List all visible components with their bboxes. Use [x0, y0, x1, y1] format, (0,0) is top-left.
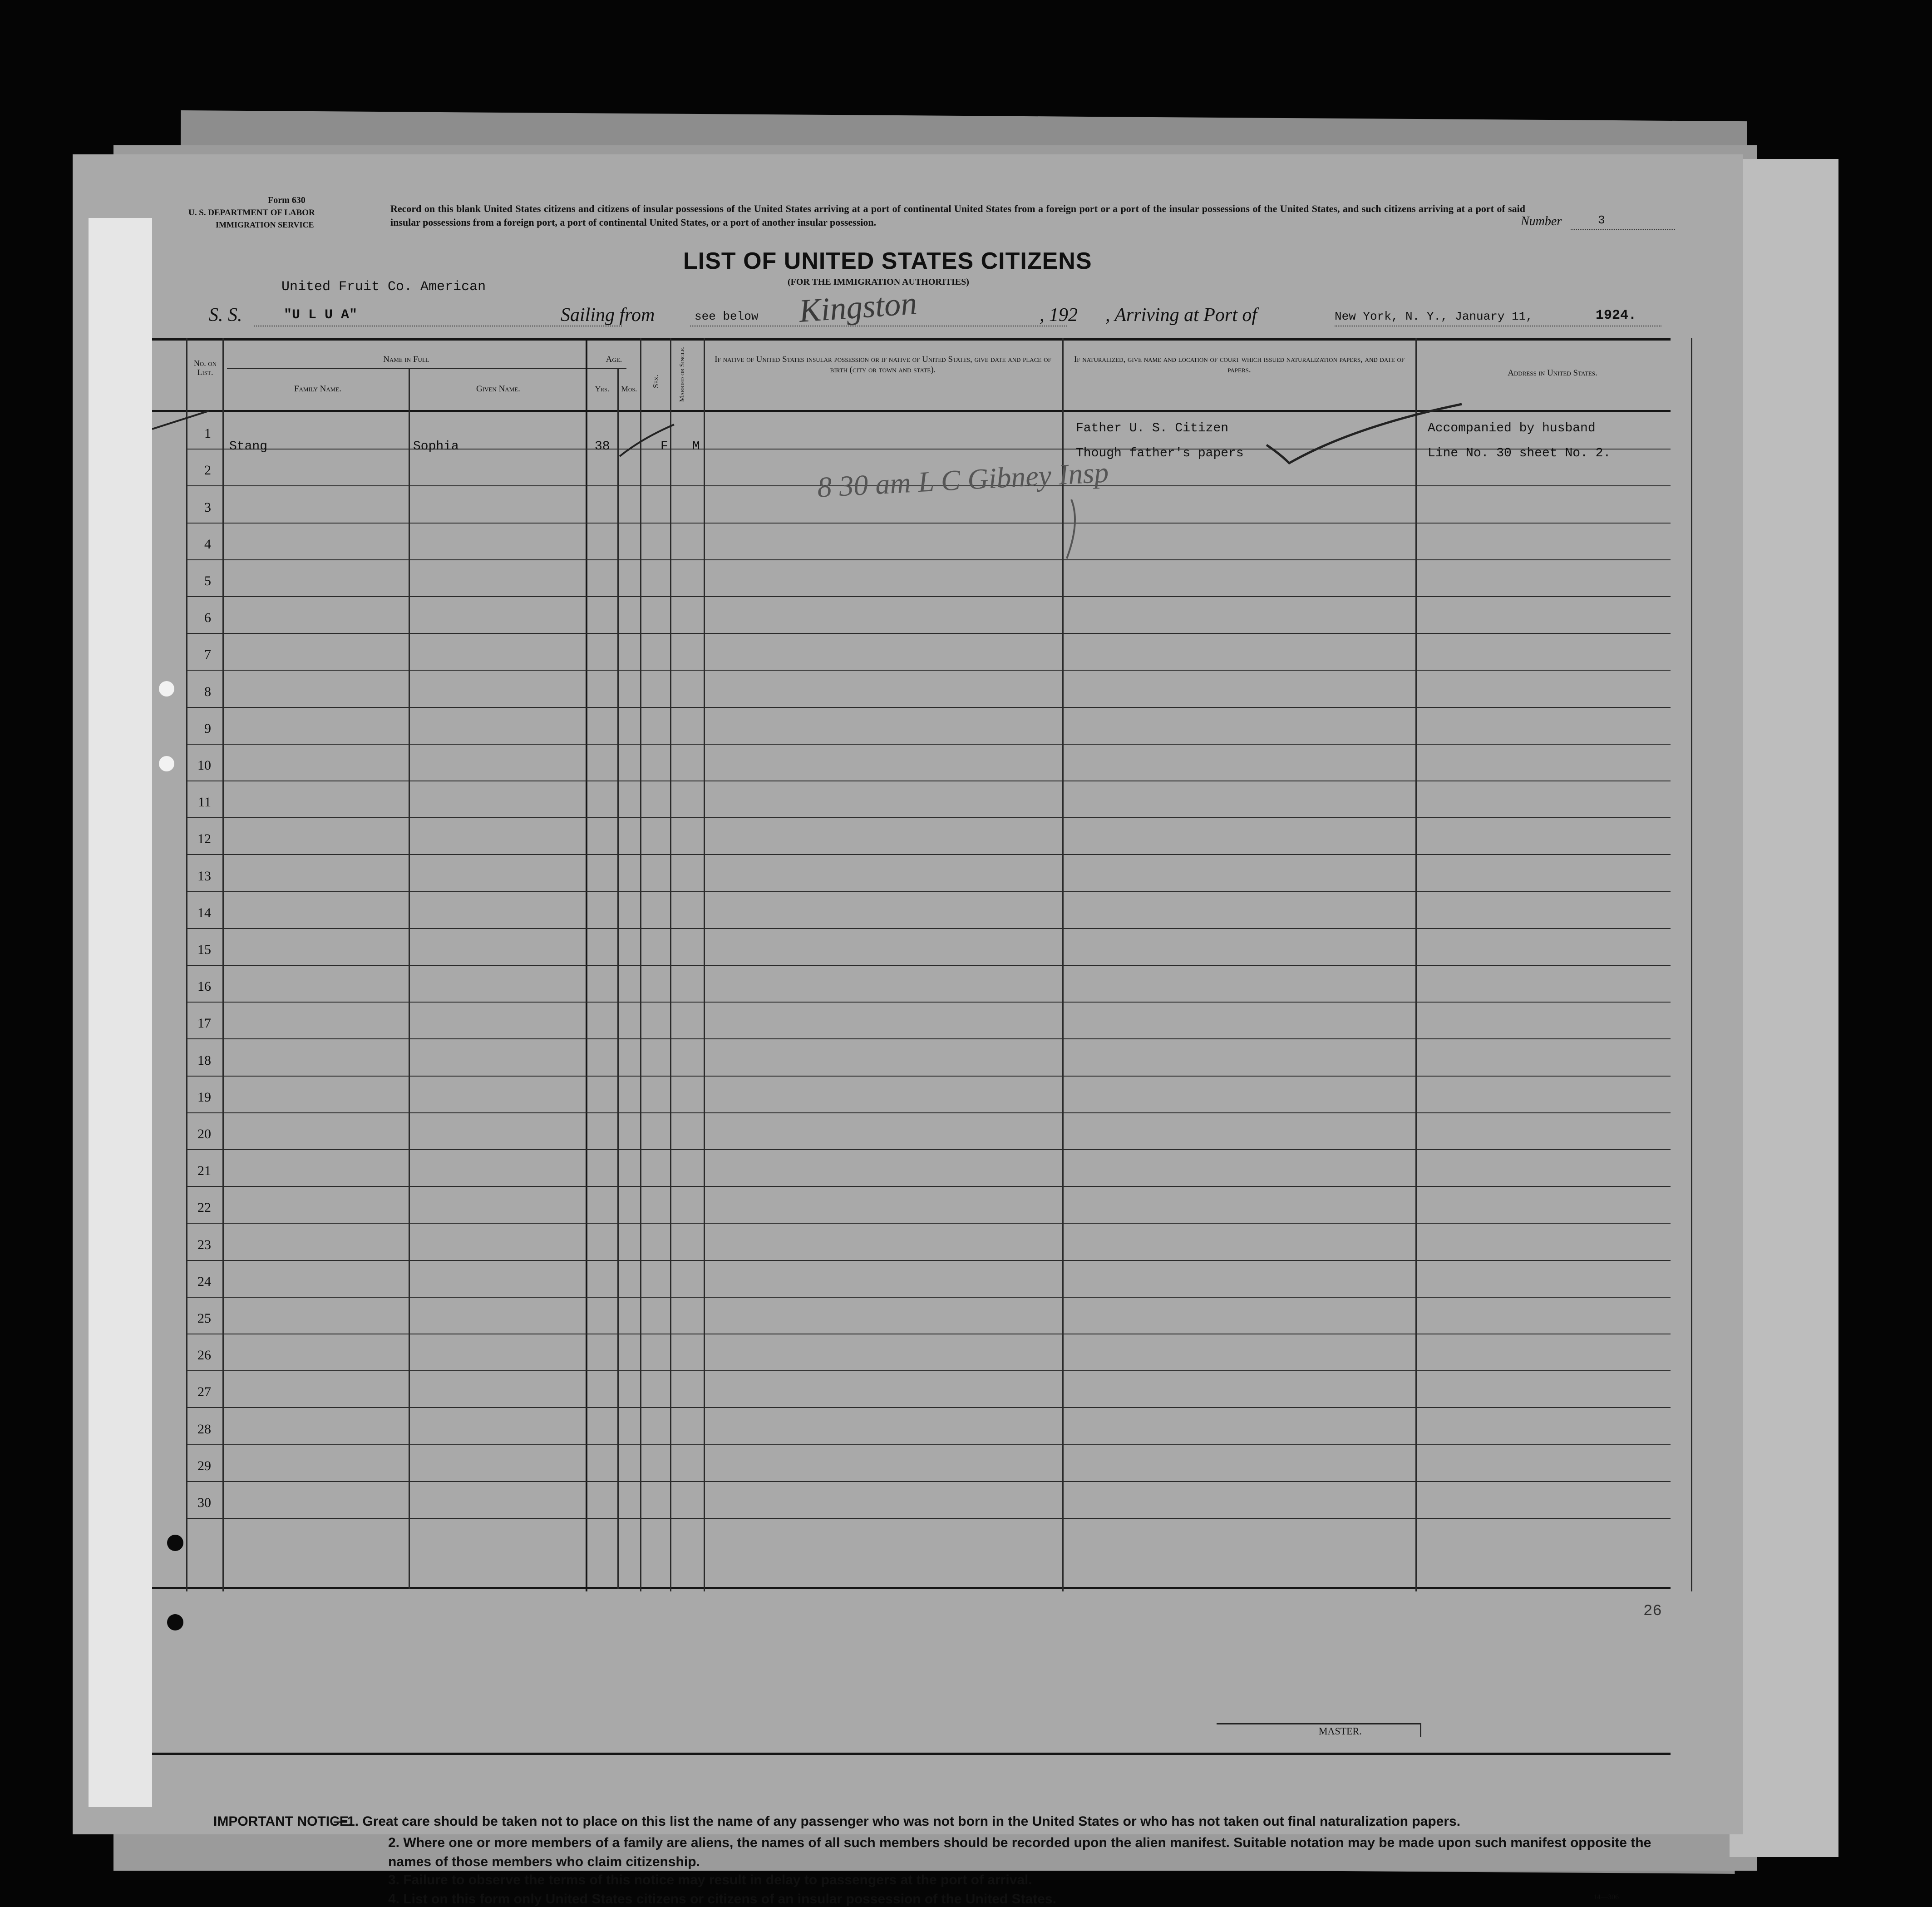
form-number: Form 630 — [268, 195, 306, 205]
service-label: IMMIGRATION SERVICE — [216, 220, 314, 229]
table-bottom-rule — [136, 1587, 1671, 1589]
row-rule — [186, 1149, 1671, 1150]
header-yrs: Yrs. — [595, 385, 610, 393]
row-rule — [186, 1076, 1671, 1077]
row-number: 6 — [204, 610, 211, 625]
notice-item-4: 4. List on this form only United States citizens or citizens of an insular possession of the United States. — [388, 1892, 1056, 1907]
row-number: 7 — [204, 647, 211, 662]
row-number: 18 — [197, 1053, 211, 1068]
row-rule — [186, 596, 1671, 597]
form-subtitle: (FOR THE IMMIGRATION AUTHORITIES) — [788, 277, 969, 287]
col-line-family — [409, 368, 410, 1589]
entry-married: M — [692, 440, 700, 454]
row-number: 22 — [197, 1200, 211, 1215]
binder-hole — [167, 1535, 183, 1551]
row-number: 2 — [204, 463, 211, 478]
entry-address-line2: Line No. 30 sheet No. 2. — [1428, 446, 1611, 460]
row-number: 17 — [197, 1016, 211, 1031]
notice-item-2: 2. Where one or more members of a family are aliens, the names of all such members should be recorded upon the alien manifest. Suitable notation may be made upon such manifest opposite the names of those members who claim citizenship. — [388, 1835, 1651, 1869]
row-number: 13 — [197, 869, 211, 884]
row-number: 1 — [204, 426, 211, 441]
line-company: United Fruit Co. American — [281, 279, 486, 295]
header-sex: Sex. — [651, 375, 660, 388]
row-number: 16 — [197, 979, 211, 994]
header-age: Age. — [606, 355, 622, 364]
row-rule — [186, 1407, 1671, 1408]
row-rule — [186, 1260, 1671, 1261]
table-top-rule — [136, 338, 1671, 341]
sailing-label: Sailing from — [561, 305, 655, 326]
row-rule — [186, 707, 1671, 708]
notice-item-1: —1. Great care should be taken not to place on this list the name of any passenger who was not born in the United States or who has not taken out final naturalization papers. — [334, 1814, 1461, 1829]
row-number: 25 — [197, 1311, 211, 1326]
right-edge-sheets — [1730, 159, 1838, 1857]
row-number: 15 — [197, 942, 211, 957]
number-value: 3 — [1598, 213, 1605, 227]
row-number: 20 — [197, 1126, 211, 1141]
row-rule — [186, 523, 1671, 524]
checkmark-icon — [1262, 400, 1471, 468]
row-rule — [186, 1370, 1671, 1371]
row-rule — [186, 1518, 1671, 1519]
stamp-number: 26 — [1643, 1603, 1662, 1620]
row-number: 28 — [197, 1422, 211, 1437]
row-number: 4 — [204, 537, 211, 552]
left-binding-strip — [89, 218, 152, 1807]
row-number: 26 — [197, 1348, 211, 1363]
entry-naturalized-line1: Father U. S. Citizen — [1076, 421, 1229, 435]
entry-sex: F — [660, 440, 668, 454]
row-rule — [186, 817, 1671, 818]
header-mos: Mos. — [621, 385, 637, 393]
entry-address-line1: Accompanied by husband — [1428, 421, 1596, 435]
entry-family-name: Stang — [229, 440, 268, 454]
row-number: 9 — [204, 721, 211, 736]
row-number: 29 — [197, 1458, 211, 1473]
ss-label: S. S. — [209, 305, 242, 326]
row-rule — [186, 1223, 1671, 1224]
row-number: 27 — [197, 1384, 211, 1399]
sailing-typed: see below — [695, 310, 759, 323]
age-header-rule — [586, 368, 626, 369]
binder-hole — [159, 681, 174, 697]
row-rule — [186, 559, 1671, 560]
row-number: 21 — [197, 1163, 211, 1178]
row-number: 3 — [204, 500, 211, 515]
yrs-tick-icon — [615, 420, 679, 461]
row-number: 30 — [197, 1495, 211, 1510]
header-no-on-list: No. on List. — [193, 359, 217, 377]
master-signature-line — [1217, 1723, 1421, 1724]
ship-name: "U L U A" — [284, 307, 358, 323]
row-rule — [186, 928, 1671, 929]
notice-rule — [136, 1753, 1671, 1755]
master-label: MASTER. — [1319, 1725, 1362, 1737]
entry-naturalized-line2: Though father's papers — [1076, 446, 1244, 460]
row-number: 14 — [197, 905, 211, 920]
col-line-address — [1691, 338, 1692, 1591]
note-flourish — [1053, 495, 1089, 563]
arriving-port: New York, N. Y., January 11, — [1335, 310, 1533, 323]
row-number: 23 — [197, 1237, 211, 1252]
header-name-in-full: Name in Full — [383, 355, 429, 364]
number-label: Number — [1521, 214, 1562, 228]
row-rule — [186, 1186, 1671, 1187]
year-prefix: , 192 — [1040, 305, 1078, 326]
header-address: Address in United States. — [1508, 368, 1597, 378]
handwritten-inspector-note: 8 30 am L C Gibney Insp — [816, 456, 1109, 504]
notice-heading: IMPORTANT NOTICE. — [213, 1814, 353, 1829]
row-rule — [186, 1002, 1671, 1003]
row-rule — [186, 1038, 1671, 1039]
row-rule — [186, 670, 1671, 671]
name-header-rule — [227, 368, 599, 369]
binder-hole — [159, 756, 174, 771]
header-family-name: Family Name. — [294, 384, 341, 394]
no-column-check-icon — [150, 406, 213, 434]
arriving-label: , Arriving at Port of — [1105, 305, 1257, 326]
row-rule — [186, 1444, 1671, 1445]
manifest-page — [73, 154, 1743, 1907]
sailing-handwritten: Kingston — [798, 285, 918, 329]
header-naturalized: If naturalized, give name and location of court which issued naturalization papers, and date of papers. — [1074, 355, 1405, 375]
arriving-year: 1924. — [1596, 308, 1637, 323]
col-line-yrs — [617, 368, 619, 1589]
number-underline — [1571, 229, 1675, 230]
notice-item-3: 3. Failure to observe the terms of this notice may result in delay to passengers at the port of arrival. — [388, 1872, 1032, 1887]
entry-yrs: 38 — [595, 440, 610, 454]
row-number: 12 — [197, 831, 211, 846]
row-rule — [186, 633, 1671, 634]
row-rule — [186, 1112, 1671, 1113]
row-rule — [186, 744, 1671, 745]
row-rule — [186, 1481, 1671, 1482]
instructions-text: Record on this blank United States citizens and citizens of insular possessions of the United States arriving at a port of continental United States from a foreign port or a port of the insular possessions of the United States, and such citizens arriving at a port of said insular possessions from a foreign port, a port of continental United States, or a port of another insular possession. — [390, 203, 1525, 228]
department-label: U. S. DEPARTMENT OF LABOR — [188, 208, 315, 217]
form-title: LIST OF UNITED STATES CITIZENS — [683, 248, 1092, 274]
row-number: 5 — [204, 573, 211, 588]
header-married: Married or Single. — [679, 346, 686, 402]
entry-given-name: Sophia — [413, 440, 459, 454]
row-number: 10 — [197, 758, 211, 773]
row-number: 24 — [197, 1274, 211, 1289]
print-code: 14—306 — [1593, 1893, 1619, 1901]
header-native: If native of United States insular possession or if native of United States, give date and place of birth (city or town and state). — [715, 355, 1051, 375]
row-number: 8 — [204, 684, 211, 699]
row-rule — [186, 854, 1671, 855]
row-rule — [186, 1297, 1671, 1298]
row-number: 19 — [197, 1090, 211, 1105]
row-rule — [186, 891, 1671, 892]
binder-hole — [167, 1614, 183, 1630]
row-number: 11 — [198, 795, 211, 810]
master-tick — [1420, 1723, 1421, 1737]
header-given-name: Given Name. — [476, 384, 520, 394]
row-rule — [186, 965, 1671, 966]
